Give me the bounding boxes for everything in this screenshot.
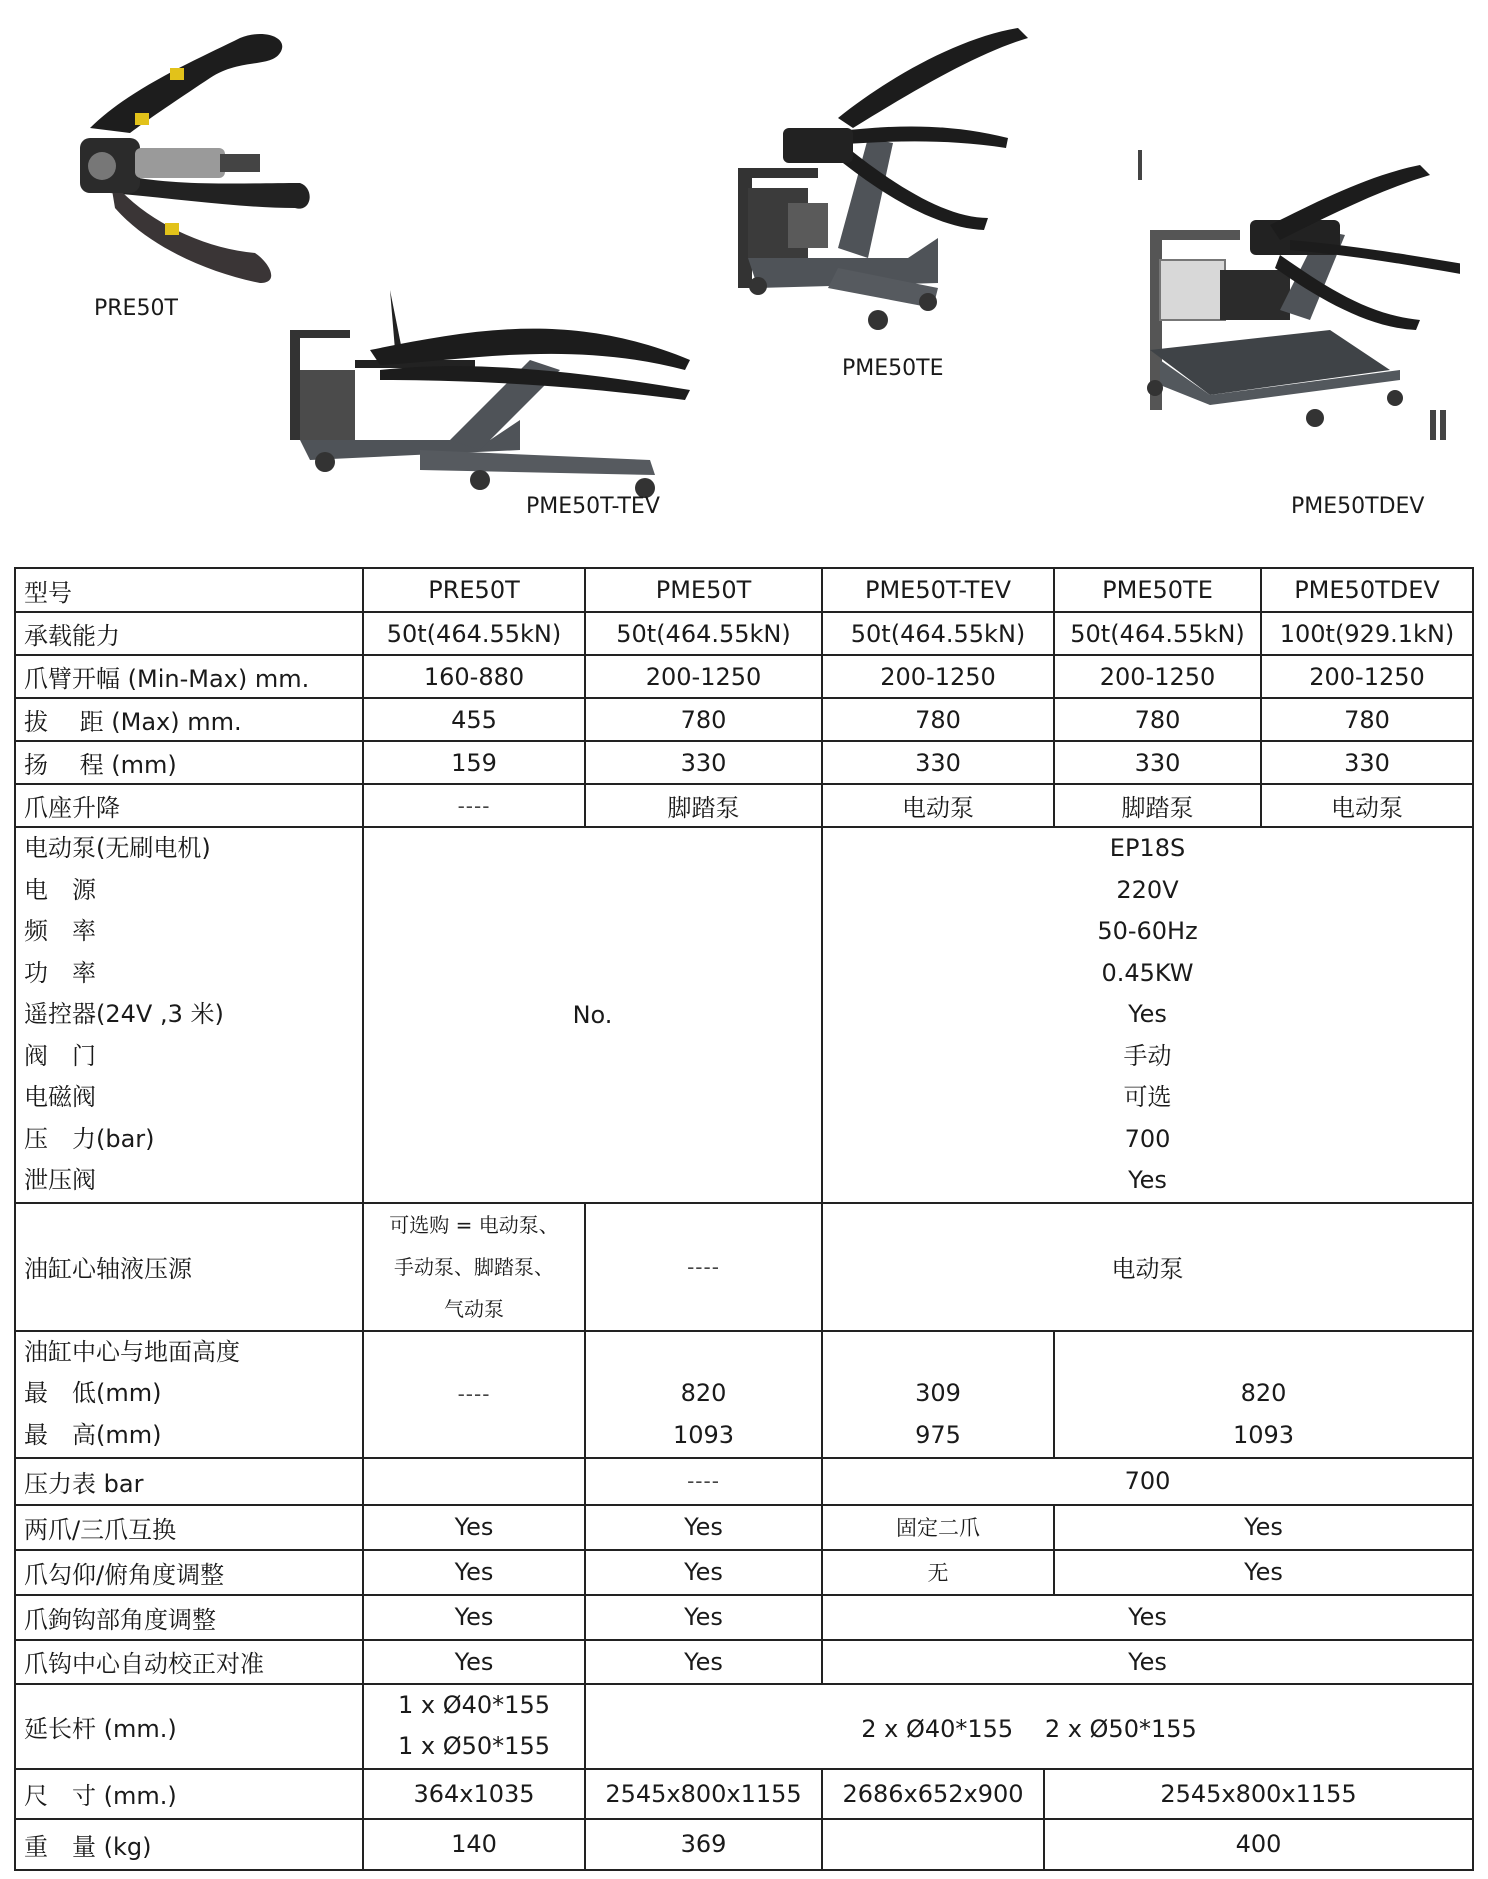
- model-col-3: PME50T-TEV: [822, 568, 1054, 612]
- product-caption-pre50t: PRE50T: [94, 296, 178, 321]
- size-1: 364x1035: [363, 1769, 585, 1819]
- row-weight: [15, 1819, 1473, 1870]
- swap-4: Yes: [1054, 1505, 1473, 1550]
- reach-5: 780: [1261, 698, 1473, 741]
- row-hydraulic: [15, 1203, 1473, 1331]
- center-1: Yes: [363, 1640, 585, 1684]
- stroke-5: 330: [1261, 741, 1473, 784]
- product-caption-pme50te: PME50TE: [842, 356, 944, 381]
- center-2: Yes: [585, 1640, 822, 1684]
- label-stroke: 扬 程 (mm): [15, 741, 363, 784]
- reach-3: 780: [822, 698, 1054, 741]
- capacity-5: 100t(929.1kN): [1261, 612, 1473, 655]
- row-extension: [15, 1684, 1473, 1769]
- label-model: 型号: [15, 568, 363, 612]
- label-extension: 延长杆 (mm.): [15, 1684, 363, 1769]
- capacity-4: 50t(464.55kN): [1054, 612, 1261, 655]
- row-lift: [15, 784, 1473, 827]
- capacity-1: 50t(464.55kN): [363, 612, 585, 655]
- hook-1: Yes: [363, 1595, 585, 1640]
- row-stroke: [15, 741, 1473, 784]
- row-size: [15, 1769, 1473, 1819]
- swap-1: Yes: [363, 1505, 585, 1550]
- row-model: [15, 568, 1473, 612]
- stroke-2: 330: [585, 741, 822, 784]
- height-4: 820 1093: [1054, 1331, 1473, 1458]
- gauge-2: ----: [585, 1458, 822, 1505]
- row-pump: [15, 827, 1473, 1203]
- row-capacity: [15, 612, 1473, 655]
- label-gauge: 压力表 bar: [15, 1458, 363, 1505]
- tilt-1: Yes: [363, 1550, 585, 1595]
- reach-4: 780: [1054, 698, 1261, 741]
- model-col-1: PRE50T: [363, 568, 585, 612]
- pre50t-photo: [40, 18, 340, 288]
- pump-labels: 电动泵(无刷电机) 电 源 频 率 功 率 遥控器(24V ,3 米) 阀 门 电磁阀 压 力(bar) 泄压阀: [15, 827, 363, 1203]
- gauge-3: 700: [822, 1458, 1473, 1505]
- label-lift: 爪座升降: [15, 784, 363, 827]
- spread-2: 200-1250: [585, 655, 822, 698]
- pump-none: No.: [363, 827, 822, 1203]
- label-weight: 重 量 (kg): [15, 1819, 363, 1870]
- pme50tdev-photo: [1130, 150, 1460, 450]
- extension-1: 1 x Ø40*155 1 x Ø50*155: [363, 1684, 585, 1769]
- row-gauge: [15, 1458, 1473, 1505]
- spread-3: 200-1250: [822, 655, 1054, 698]
- spread-4: 200-1250: [1054, 655, 1261, 698]
- tilt-3: 无: [822, 1550, 1054, 1595]
- row-height: [15, 1331, 1473, 1458]
- lift-5: 电动泵: [1261, 784, 1473, 827]
- swap-3: 固定二爪: [822, 1505, 1054, 1550]
- weight-4: 400: [1044, 1819, 1473, 1870]
- stroke-4: 330: [1054, 741, 1261, 784]
- spread-5: 200-1250: [1261, 655, 1473, 698]
- gauge-1: [363, 1458, 585, 1505]
- hook-3: Yes: [822, 1595, 1473, 1640]
- pump-values: EP18S 220V 50-60Hz 0.45KW Yes 手动 可选 700 Yes: [822, 827, 1473, 1203]
- model-col-4: PME50TE: [1054, 568, 1261, 612]
- lift-4: 脚踏泵: [1054, 784, 1261, 827]
- height-labels: 油缸中心与地面高度 最 低(mm) 最 高(mm): [15, 1331, 363, 1458]
- weight-1: 140: [363, 1819, 585, 1870]
- lift-2: 脚踏泵: [585, 784, 822, 827]
- weight-3: [822, 1819, 1044, 1870]
- weight-2: 369: [585, 1819, 822, 1870]
- swap-2: Yes: [585, 1505, 822, 1550]
- row-center: [15, 1640, 1473, 1684]
- reach-2: 780: [585, 698, 822, 741]
- size-3: 2686x652x900: [822, 1769, 1044, 1819]
- label-size: 尺 寸 (mm.): [15, 1769, 363, 1819]
- hook-2: Yes: [585, 1595, 822, 1640]
- row-spread: [15, 655, 1473, 698]
- capacity-2: 50t(464.55kN): [585, 612, 822, 655]
- row-reach: [15, 698, 1473, 741]
- label-tilt: 爪勾仰/俯角度调整: [15, 1550, 363, 1595]
- height-3: 309 975: [822, 1331, 1054, 1458]
- lift-3: 电动泵: [822, 784, 1054, 827]
- row-tilt: [15, 1550, 1473, 1595]
- lift-1: ----: [363, 784, 585, 827]
- hydraulic-3: 电动泵: [822, 1203, 1473, 1331]
- tilt-2: Yes: [585, 1550, 822, 1595]
- label-reach: 拔 距 (Max) mm.: [15, 698, 363, 741]
- hydraulic-1: 可选购 = 电动泵、 手动泵、脚踏泵、 气动泵: [363, 1203, 585, 1331]
- spec-table: [14, 567, 1474, 1871]
- extension-2: 2 x Ø40*155 2 x Ø50*155: [585, 1684, 1473, 1769]
- label-hook: 爪鉤钩部角度调整: [15, 1595, 363, 1640]
- pme50te-photo: [728, 18, 1058, 338]
- reach-1: 455: [363, 698, 585, 741]
- capacity-3: 50t(464.55kN): [822, 612, 1054, 655]
- height-2: 820 1093: [585, 1331, 822, 1458]
- size-4: 2545x800x1155: [1044, 1769, 1473, 1819]
- stroke-3: 330: [822, 741, 1054, 784]
- tilt-4: Yes: [1054, 1550, 1473, 1595]
- model-col-2: PME50T: [585, 568, 822, 612]
- label-swap: 两爪/三爪互换: [15, 1505, 363, 1550]
- height-1: ----: [363, 1331, 585, 1458]
- product-caption-pme50t-tev: PME50T-TEV: [526, 494, 660, 519]
- row-swap: [15, 1505, 1473, 1550]
- label-hydraulic: 油缸心轴液压源: [15, 1203, 363, 1331]
- pme50t-tev-photo: [270, 290, 710, 510]
- label-capacity: 承载能力: [15, 612, 363, 655]
- label-spread: 爪臂开幅 (Min-Max) mm.: [15, 655, 363, 698]
- label-center: 爪钩中心自动校正对准: [15, 1640, 363, 1684]
- model-col-5: PME50TDEV: [1261, 568, 1473, 612]
- hydraulic-2: ----: [585, 1203, 822, 1331]
- product-caption-pme50tdev: PME50TDEV: [1291, 494, 1425, 519]
- stroke-1: 159: [363, 741, 585, 784]
- row-hook: [15, 1595, 1473, 1640]
- size-2: 2545x800x1155: [585, 1769, 822, 1819]
- spread-1: 160-880: [363, 655, 585, 698]
- center-3: Yes: [822, 1640, 1473, 1684]
